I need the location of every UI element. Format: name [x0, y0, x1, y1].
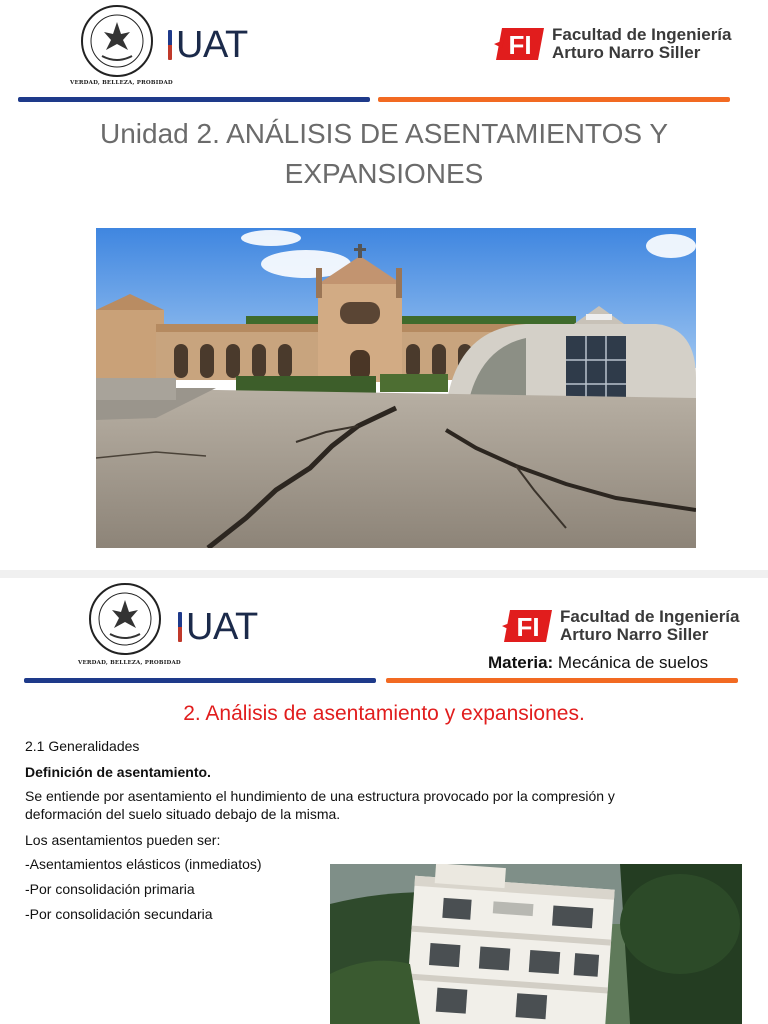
course-subject-label: Materia:	[488, 653, 554, 672]
uat-logo-text: UAT	[176, 24, 248, 66]
fi-badge-text: FI	[516, 612, 540, 642]
seal-motto: VERDAD, BELLEZA, PROBIDAD	[78, 660, 181, 666]
slide-2	[0, 578, 768, 1024]
faculty-line-1: Facultad de Ingeniería	[552, 25, 732, 45]
course-subject	[488, 653, 708, 673]
uat-logo	[168, 26, 248, 64]
faculty-line-2: Arturo Narro Siller	[552, 43, 701, 62]
slide-1-title: Unidad 2. ANÁLISIS DE ASENTAMIENTOS Y EXPANSIONES	[99, 118, 668, 189]
paragraph-line-1: Se entiende por asentamiento el hundimiento de una estructura provocado por la compresión y	[25, 788, 615, 804]
header-rule-orange	[378, 97, 730, 102]
uat-logo-bar	[168, 30, 172, 60]
paragraph-line-2: deformación del suelo situado debajo de la misma.	[25, 806, 341, 822]
fi-badge-icon	[494, 24, 546, 64]
section-heading: 2.1 Generalidades	[25, 738, 140, 754]
course-subject-value: Mecánica de suelos	[557, 653, 709, 672]
uat-seal-icon	[80, 4, 154, 78]
slide-separator	[0, 570, 768, 578]
fi-logo	[494, 24, 732, 64]
tilted-building-photo	[330, 864, 742, 1024]
definition-paragraph	[25, 787, 755, 823]
list-item: -Asentamientos elásticos (inmediatos)	[25, 856, 262, 872]
list-item: -Por consolidación primaria	[25, 881, 195, 897]
fi-logo	[502, 606, 740, 646]
list-item: -Por consolidación secundaria	[25, 906, 213, 922]
uat-logo	[178, 608, 258, 646]
uat-logo-text: UAT	[186, 606, 258, 648]
slide-2-title: 2. Análisis de asentamiento y expansiones.	[183, 702, 585, 725]
fi-badge-icon	[502, 606, 554, 646]
uat-logo-bar	[178, 612, 182, 642]
header-rule-blue	[24, 678, 376, 683]
faculty-name	[552, 26, 732, 62]
definition-heading: Definición de asentamiento.	[25, 764, 211, 780]
cemetery-cracked-ground-photo	[96, 228, 696, 548]
faculty-name	[560, 608, 740, 644]
uat-seal-icon	[88, 582, 162, 656]
header-rule-orange	[386, 678, 738, 683]
faculty-line-2: Arturo Narro Siller	[560, 625, 709, 644]
fi-badge-text: FI	[508, 30, 532, 60]
seal-motto: VERDAD, BELLEZA, PROBIDAD	[70, 80, 173, 86]
faculty-line-1: Facultad de Ingeniería	[560, 607, 740, 627]
list-intro: Los asentamientos pueden ser:	[25, 832, 221, 848]
header-rule-blue	[18, 97, 370, 102]
